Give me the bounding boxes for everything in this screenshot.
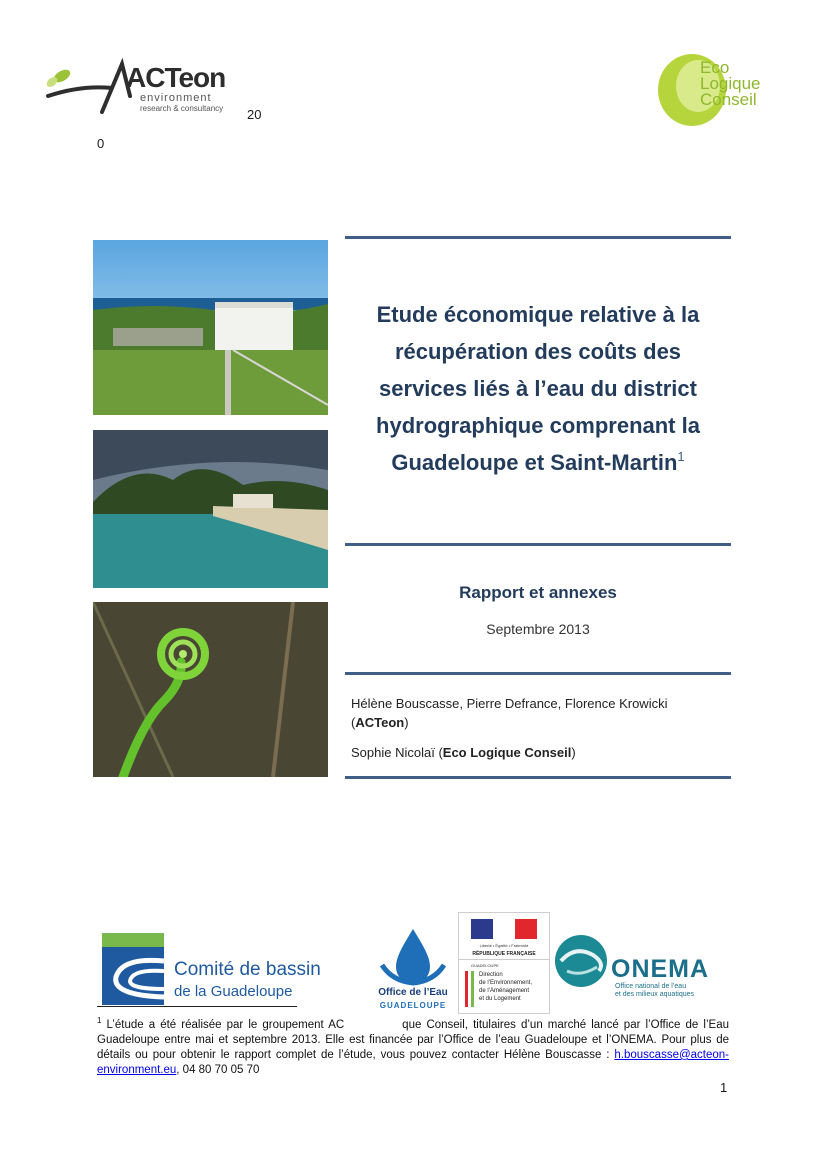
title-footnote-ref[interactable]: 1 [677,449,685,464]
comite-line2: de la Guadeloupe [174,983,293,1000]
report-subtitle: Rapport et annexes [459,583,617,602]
photo-treatment-plant [93,240,328,415]
office-line2: GUADELOUPE [379,1001,447,1010]
report-date: Septembre 2013 [486,621,590,637]
photo-beach [93,430,328,588]
onema-name: ONEMA [611,955,710,983]
acteon-logo [42,58,232,122]
footnote-email-link[interactable]: h.bouscasse@acteon-environment.eu [97,1048,729,1076]
rule-mid [345,543,731,546]
footnote-text-start: L’étude a été réalisée par le groupement AC [106,1018,345,1031]
acteon-sub2: research & consultancy [140,104,224,113]
footnote [97,1013,729,1078]
stray-text-top: 20 [247,107,262,122]
republique-direction: Direction de l’Environnement, de l’Aménagement et du Logement [479,972,533,1002]
footnote-text-rest: que Conseil, titulaires d’un marché lancé par l’Office de l’Eau Guadeloupe entre mai et septembre 2013. Elle est financée par l’Office de l’eau Guadeloupe et l’ONEMA. Pour plus de détails ou pour obtenir le rapport complet de l’étude, vous pouvez contacter Hélène Bouscasse : [97,1018,729,1061]
marianne-flag-icon [459,913,549,943]
page-number: 1 [720,1080,728,1095]
eco-line1: Eco [700,58,730,77]
comite-line1: Comité de bassin [174,959,321,980]
onema-tag2: et des milieux aquatiques [615,991,694,998]
footnote-phone: , 04 80 70 05 70 [176,1063,260,1076]
authors-block-eco: Sophie Nicolaï (Eco Logique Conseil) [351,745,576,760]
eco-line2: Logique [700,74,761,93]
acteon-sub1: environment [140,92,212,104]
authors-org1: ACTeon [355,715,405,730]
title-line: Guadeloupe et Saint-Martin [391,450,678,475]
authors-org2: Eco Logique Conseil [442,745,572,760]
eco-line3: Conseil [700,90,757,109]
rule-bottom [345,776,731,779]
authors-block-acteon: Hélène Bouscasse, Pierre Defrance, Florence Krowicki (ACTeon) [351,694,731,732]
onema-logo [553,929,723,1003]
republique-logo [458,912,550,1014]
onema-swirl-icon [553,931,613,991]
republique-name: RÉPUBLIQUE FRANÇAISE [472,951,536,957]
comite-bassin-logo [102,933,360,1005]
acteon-brand: ACTeon [126,62,226,93]
onema-tag1: Office national de l’eau [615,983,687,990]
eco-logique-logo [656,52,776,128]
footnote-separator [97,1006,297,1007]
rule-lower [345,672,731,675]
title-line: récupération des coûts des [394,339,682,364]
title-line: services liés à l’eau du district [379,376,697,401]
authors-line1: Hélène Bouscasse, Pierre Defrance, Florence Krowicki [351,696,668,711]
authors-line2: Sophie Nicolaï [351,745,435,760]
stray-text-left: 0 [97,136,105,151]
republique-region: GUADELOUPE [471,963,499,968]
rule-top [345,236,731,239]
water-drop-icon [372,925,454,987]
office-line1: Office de l’Eau [378,987,448,998]
page-title [345,296,731,481]
office-eau-logo [372,925,454,1019]
title-line: Etude économique relative à la [376,302,700,327]
title-line: hydrographique comprenant la [376,413,700,438]
republique-motto: Liberté • Égalité • Fraternité [479,943,529,948]
photo-fern [93,602,328,777]
footnote-marker: 1 [97,1016,102,1025]
